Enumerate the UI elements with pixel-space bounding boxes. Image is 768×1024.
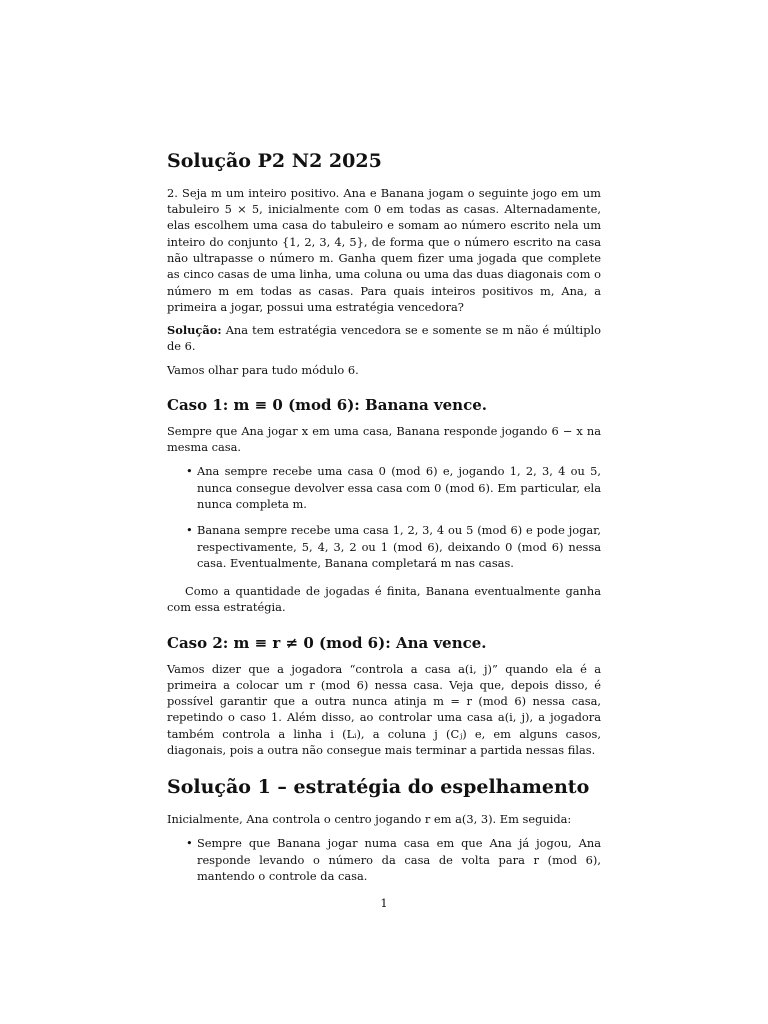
- case1-list: [167, 463, 601, 571]
- case1-heading: Caso 1: m ≡ 0 (mod 6): Banana vence.: [167, 396, 487, 415]
- solution1-heading: Solução 1 – estratégia do espelhamento: [167, 776, 590, 799]
- list-item-text: Ana sempre recebe uma casa 0 (mod 6) e, jogando 1, 2, 3, 4 ou 5, nunca consegue devolver essa casa com 0 (mod 6). Em particular, ela nunca completa m.: [197, 464, 601, 511]
- solution-label: Solução:: [167, 323, 222, 338]
- solution-text: Ana tem estratégia vencedora se e somente se m não é múltiplo de 6.: [167, 323, 601, 354]
- page-title: Solução P2 N2 2025: [167, 150, 382, 172]
- bullet-icon: •: [186, 836, 193, 851]
- list-item-text: Sempre que Banana jogar numa casa em que Ana já jogou, Ana responde levando o número da casa de volta para r (mod 6), mantendo o controle da casa.: [197, 836, 601, 883]
- solution1-list: [167, 835, 601, 884]
- list-item: [167, 835, 601, 884]
- mod-note: Vamos olhar para tudo módulo 6.: [167, 362, 359, 377]
- bullet-icon: •: [186, 464, 193, 479]
- solution-paragraph: [167, 322, 601, 355]
- case2-text: Vamos dizer que a jogadora “controla a casa a(i, j)” quando ela é a primeira a colocar um r (mod 6) nessa casa. Veja que, depois disso, é possível garantir que a outra nunca atinja m = r (mod 6) nessa casa, repetindo o caso 1. Além disso, ao controlar uma casa a(i, j), a jogadora também controla a linha i (Lᵢ), a coluna j (Cⱼ) e, em alguns casos, diagonais, pois a outra não consegue mais terminar a partida nessas filas.: [167, 661, 601, 758]
- case2-heading: Caso 2: m ≡ r ≠ 0 (mod 6): Ana vence.: [167, 633, 487, 652]
- list-item: [167, 463, 601, 512]
- case1-conclusion: Como a quantidade de jogadas é finita, Banana eventualmente ganha com essa estratégia.: [167, 584, 601, 615]
- list-item-text: Banana sempre recebe uma casa 1, 2, 3, 4 ou 5 (mod 6) e pode jogar, respectivamente, 5, 4, 3, 2 ou 1 (mod 6), deixando 0 (mod 6) nessa casa. Eventualmente, Banana completará m nas casas.: [197, 523, 601, 570]
- case1-intro: Sempre que Ana jogar x em uma casa, Banana responde jogando 6 − x na mesma casa.: [167, 423, 601, 455]
- bullet-icon: •: [186, 523, 193, 538]
- page-number: 1: [380, 896, 388, 910]
- list-item: [167, 522, 601, 571]
- solution1-intro: Inicialmente, Ana controla o centro jogando r em a(3, 3). Em seguida:: [167, 812, 572, 827]
- problem-statement: 2. Seja m um inteiro positivo. Ana e Banana jogam o seguinte jogo em um tabuleiro 5 × 5, inicialmente com 0 em todas as casas. Alternadamente, elas escolhem uma casa do tabuleiro e somam ao número escrito nela um inteiro do conjunto {1, 2, 3, 4, 5}, de forma que o número escrito na casa não ultrapasse o número m. Ganha quem fizer uma jogada que complete as cinco casas de uma linha, uma coluna ou uma das duas diagonais com o número m em todas as casas. Para quais inteiros positivos m, Ana, a primeira a jogar, possui uma estratégia vencedora?: [167, 185, 601, 314]
- page-body: [167, 150, 601, 896]
